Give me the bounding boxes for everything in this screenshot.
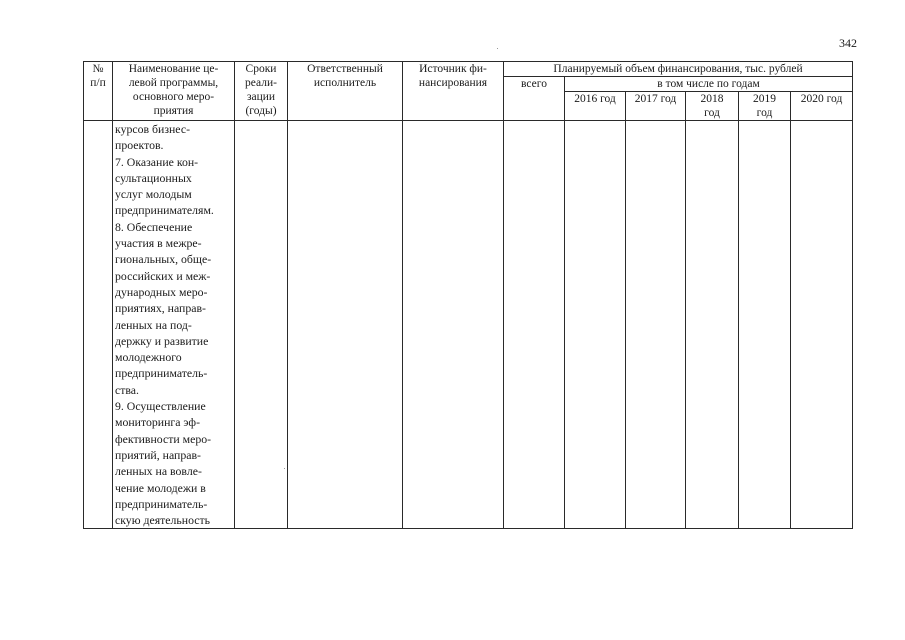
header-year-2019: 2019 год [739,92,791,121]
header-total: всего [504,77,565,121]
table-row [84,121,853,529]
financing-table [83,61,853,529]
header-source: Источник фи- нансирования [403,62,504,121]
header-executor: Ответственный исполнитель [288,62,403,121]
cell-executor [288,121,403,529]
page-number: 342 [839,36,857,50]
cell-period [235,121,288,529]
cell-2017 [626,121,686,529]
header-year-2016: 2016 год [565,92,626,121]
header-by-years: в том числе по годам [565,77,853,92]
cell-source [403,121,504,529]
cell-total [504,121,565,529]
header-period: Сроки реали- зации (годы) [235,62,288,121]
cell-2016 [565,121,626,529]
header-num: № п/п [84,62,113,121]
header-year-2017: 2017 год [626,92,686,121]
header-name: Наименование це- левой программы, основного меро- приятия [113,62,235,121]
header-year-2018: 2018 год [686,92,739,121]
cell-num [84,121,113,529]
cell-2019 [739,121,791,529]
header-year-2020: 2020 год [791,92,853,121]
header-planned: Планируемый объем финансирования, тыс. рублей [504,62,853,77]
scan-speck [497,48,498,49]
cell-description: курсов бизнес- проектов. 7. Оказание кон- сультационных услуг молодым предпринимателям. 8. Обеспечение участия в межре- гиональных, обще- российских и меж- дународных меро- приятиях, направ- ленных на под- держку и развитие молодежного предприниматель- ства. 9. Осуществление мониторинга эф- фективности меро- приятий, направ- ленных на вовле- чение молодежи в предприниматель- скую деятельность [113,121,235,529]
cell-2018 [686,121,739,529]
cell-2020 [791,121,853,529]
